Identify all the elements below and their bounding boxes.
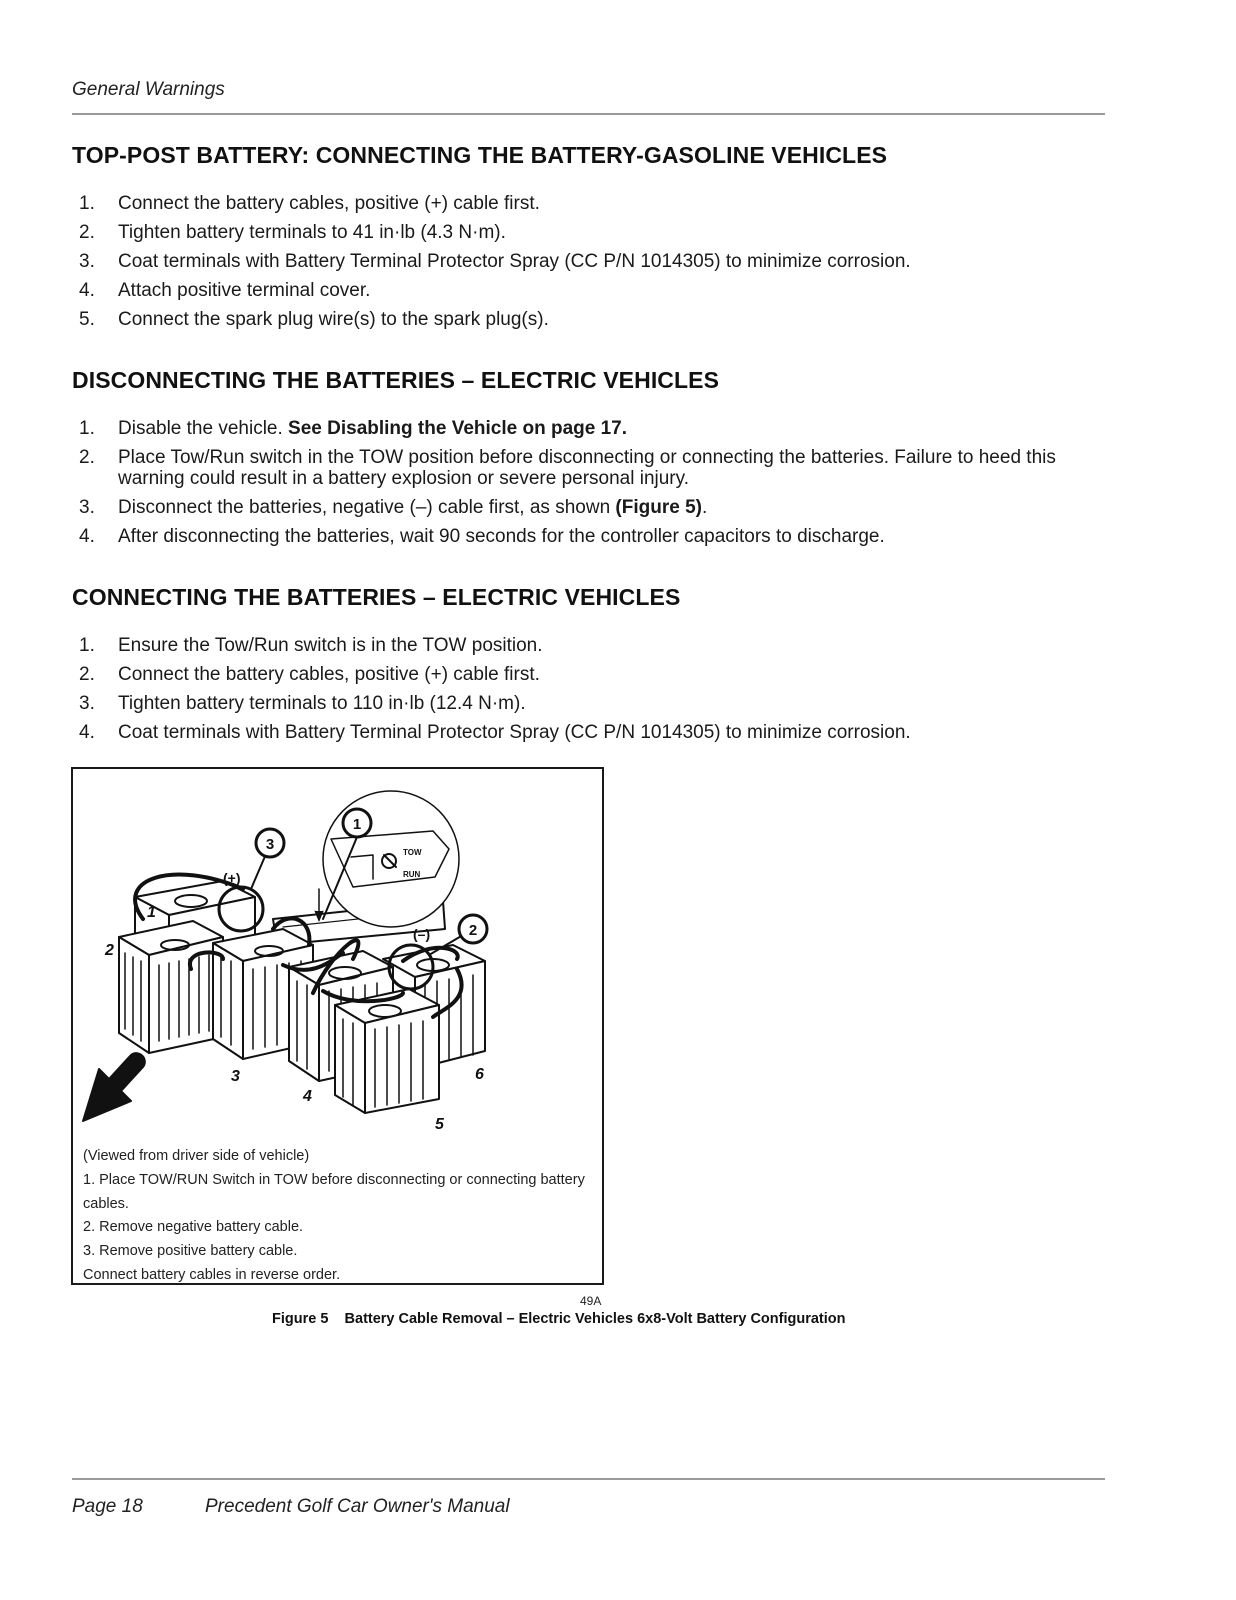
steps-connecting [72, 635, 1072, 751]
running-header: General Warnings [72, 79, 225, 100]
steps-top-post [72, 193, 1072, 338]
section-heading-top-post: TOP-POST BATTERY: CONNECTING THE BATTERY-GASOLINE VEHICLES [72, 142, 888, 168]
battery-number-2: 2 [105, 942, 114, 959]
footer-rule [72, 1478, 1105, 1480]
list-item: 5. Connect the spark plug wire(s) to the spark plug(s). [79, 309, 549, 330]
list-item: 4. Attach positive terminal cover. [79, 280, 371, 301]
positive-label: (+) [223, 870, 241, 886]
section-heading-connecting: CONNECTING THE BATTERIES – ELECTRIC VEHICLES [72, 584, 681, 610]
list-item: 3. Tighten battery terminals to 110 in·lb (12.4 N·m). [79, 693, 526, 714]
battery-number-3: 3 [231, 1068, 240, 1085]
list-item: 2. Place Tow/Run switch in the TOW position before disconnecting or connecting the batteries. Failure to heed this warning could result in a battery explosion or severe personal injury. [79, 447, 1056, 489]
list-item: 1. Connect the battery cables, positive (+) cable first. [79, 193, 540, 214]
negative-label: (–) [413, 926, 431, 942]
battery-number-6: 6 [475, 1066, 484, 1083]
figure-note: Connect battery cables in reverse order. [83, 1266, 341, 1283]
list-item: 4. Coat terminals with Battery Terminal Protector Spray (CC P/N 1014305) to minimize corrosion. [79, 722, 911, 743]
page-number: Page 18 [72, 1496, 143, 1517]
steps-disconnecting [72, 418, 1072, 555]
cross-reference-link[interactable]: See Disabling the Vehicle on page 17. [288, 418, 627, 439]
tow-run-switch-inset [323, 791, 459, 927]
battery-number-4: 4 [303, 1088, 312, 1105]
list-item: 3. Disconnect the batteries, negative (–) cable first, as shown (Figure 5). [79, 497, 708, 518]
run-label: RUN [403, 870, 421, 879]
figure-caption-label: Figure 5 [272, 1311, 329, 1327]
manual-title: Precedent Golf Car Owner's Manual [205, 1496, 510, 1517]
battery-diagram [73, 769, 602, 1139]
figure-box [71, 767, 604, 1285]
battery-5 [335, 989, 439, 1113]
battery-number-5: 5 [435, 1116, 444, 1133]
figure-note: 1. Place TOW/RUN Switch in TOW before disconnecting or connecting battery cables. [83, 1171, 585, 1212]
figure-note: 2. Remove negative battery cable. [83, 1219, 304, 1236]
list-item: 3. Coat terminals with Battery Terminal Protector Spray (CC P/N 1014305) to minimize corrosion. [79, 251, 911, 272]
figure-code: 49A [580, 1294, 602, 1308]
header-rule [72, 113, 1105, 115]
list-item: 2. Tighten battery terminals to 41 in·lb (4.3 N·m). [79, 222, 506, 243]
figure-notes [83, 1145, 595, 1288]
callout-1-label: 1 [352, 816, 362, 833]
figure-note: 3. Remove positive battery cable. [83, 1243, 298, 1260]
tow-label: TOW [403, 848, 422, 857]
list-item: 4. After disconnecting the batteries, wait 90 seconds for the controller capacitors to discharge. [79, 526, 885, 547]
list-item: 1. Ensure the Tow/Run switch is in the TOW position. [79, 635, 543, 656]
direction-arrow-icon [83, 1053, 145, 1121]
list-item: 1. Disable the vehicle. See Disabling the Vehicle on page 17. [79, 418, 627, 439]
list-item: 2. Connect the battery cables, positive (+) cable first. [79, 664, 540, 685]
callout-3-label: 3 [265, 836, 275, 853]
callout-2-label: 2 [468, 922, 478, 939]
figure-caption-text: Battery Cable Removal – Electric Vehicles 6x8-Volt Battery Configuration [344, 1311, 846, 1327]
section-heading-disconnecting: DISCONNECTING THE BATTERIES – ELECTRIC VEHICLES [72, 367, 720, 393]
battery-number-1: 1 [147, 904, 156, 921]
figure-caption [272, 1311, 845, 1327]
figure-reference-link[interactable]: (Figure 5) [615, 497, 702, 518]
figure-note: (Viewed from driver side of vehicle) [83, 1148, 310, 1164]
